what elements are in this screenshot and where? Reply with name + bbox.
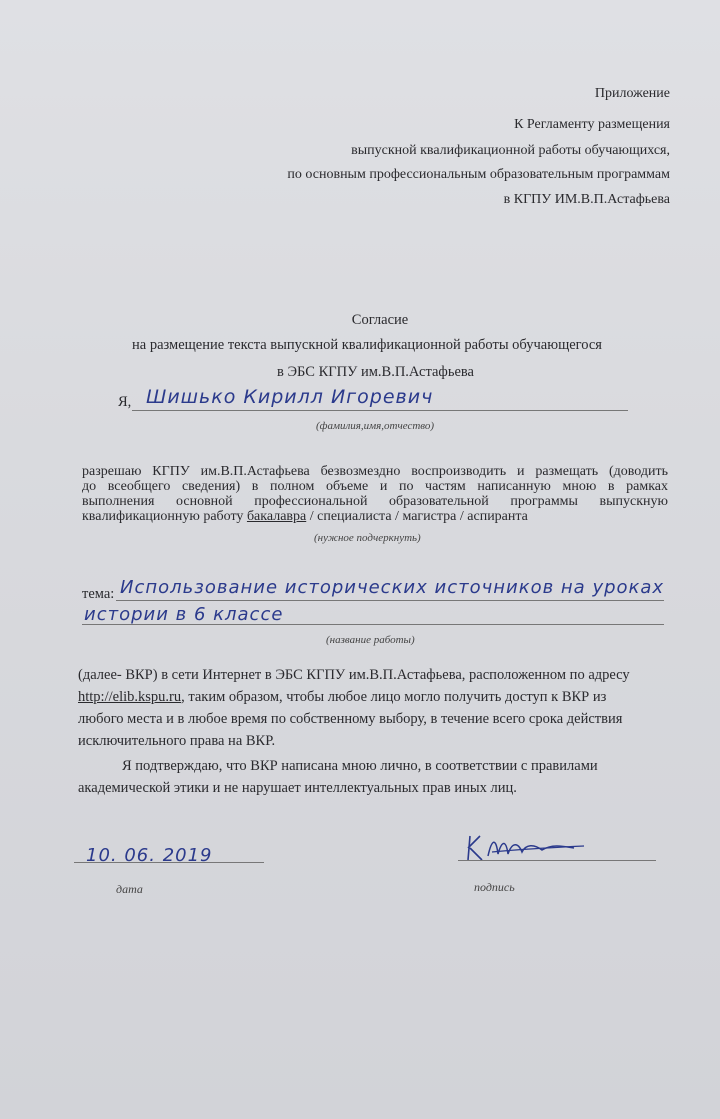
date-line [74,862,264,863]
person-name-handwritten: Шишько Кирилл Игоревич [146,386,434,408]
header-line-4: по основным профессиональным образовательным программам [287,167,670,182]
topic-handwritten-1: Использование исторических источников на уроках [120,577,665,598]
permit-caption: (нужное подчеркнуть) [314,532,421,544]
title-subject: на размещение текста выпускной квалификационной работы обучающегося [132,337,602,353]
permit-line-3: выполнения основной профессиональной образовательной программы выпускную [82,494,668,509]
placement-paragraph [78,664,630,752]
placement-line-4: исключительного права на ВКР. [78,733,276,749]
elib-link[interactable]: http://elib.kspu.ru [78,689,182,705]
placement-line-1: (далее- ВКР) в сети Интернет в ЭБС КГПУ им.В.П.Астафьева, расположенном по адресу [78,667,630,683]
header-line-3: выпускной квалификационной работы обучающихся, [351,143,670,158]
date-caption: дата [116,882,143,896]
topic-line-1 [116,600,664,601]
person-name-line [132,410,628,411]
topic-caption: (название работы) [326,634,415,646]
topic-handwritten-2: истории в 6 классе [84,604,284,625]
signature-caption: подпись [474,880,515,894]
person-prefix: Я, [118,394,132,410]
placement-line-3: любого места и в любое время по собственному выбору, в течение всего срока действия [78,711,623,727]
permit-line-2: до всеобщего сведения) в полном объеме и по частям написанную мною в рамках [82,479,668,494]
permit-line-4 [82,509,528,524]
confirm-line-2: академической этики и не нарушает интеллектуальных прав иных лиц. [78,780,517,796]
topic-prefix: тема: [82,586,115,602]
permit-line-4c: / специалиста / магистра / аспиранта [306,509,528,524]
person-caption: (фамилия,имя,отчество) [316,420,435,432]
title-system: в ЭБС КГПУ им.В.П.Астафьева [277,364,474,380]
placement-line-2 [78,686,630,708]
topic-line-2 [82,624,664,625]
header-line-2: К Регламенту размещения [514,117,670,132]
permit-line-1: разрешаю КГПУ им.В.П.Астафьева безвозмездно воспроизводить и размещать (доводить [82,464,668,479]
confirm-line-1: Я подтверждаю, что ВКР написана мною лично, в соответствии с правилами [122,758,598,774]
degree-bachelor-underlined: бакалавра [246,509,307,524]
title-consent: Согласие [351,312,409,328]
header-line-1: Приложение [594,86,670,101]
signature-line [458,860,656,861]
permit-line-4a: квалификационную работу [82,509,247,524]
date-handwritten: 10. 06. 2019 [86,845,213,866]
placement-line-2-rest: , таким образом, чтобы любое лицо могло получить доступ к ВКР из [181,689,607,705]
header-line-5: в КГПУ ИМ.В.П.Астафьева [503,192,670,207]
